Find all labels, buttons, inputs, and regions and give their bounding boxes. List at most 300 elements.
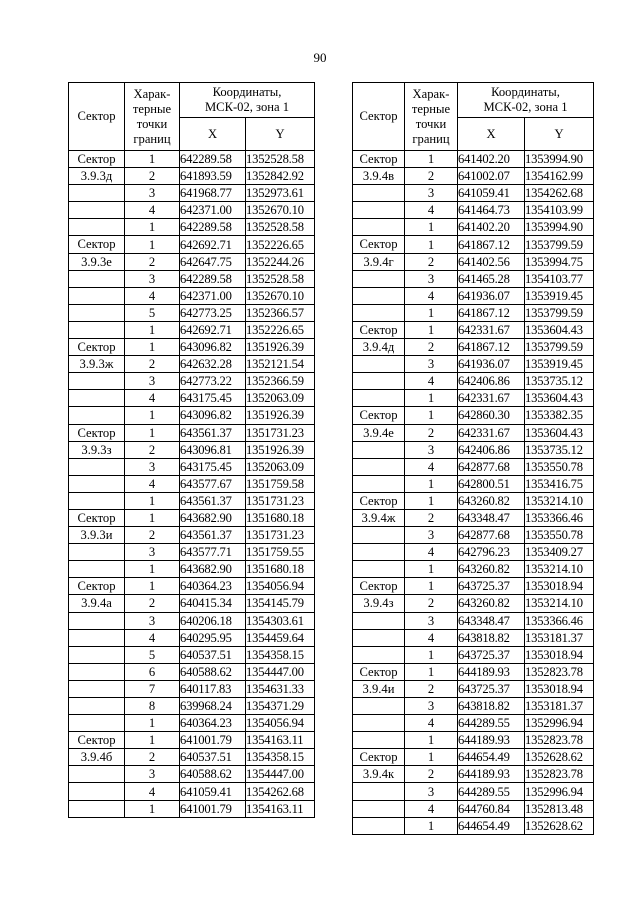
table-row bbox=[353, 578, 594, 595]
table-row bbox=[69, 407, 315, 424]
x-coordinate-cell: 642331.67 bbox=[458, 390, 525, 407]
point-number-cell: 1 bbox=[405, 817, 458, 834]
y-coordinate-cell: 1353382.35 bbox=[525, 407, 594, 424]
table-row bbox=[353, 646, 594, 663]
x-coordinate-cell: 643260.82 bbox=[458, 492, 525, 509]
sector-cell bbox=[69, 663, 125, 680]
sector-cell bbox=[353, 612, 405, 629]
y-coordinate-cell: 1352366.57 bbox=[246, 304, 315, 321]
sector-cell bbox=[69, 287, 125, 304]
y-coordinate-cell: 1352121.54 bbox=[246, 356, 315, 373]
sector-cell: 3.9.4г bbox=[353, 253, 405, 270]
x-coordinate-cell: 643561.37 bbox=[180, 424, 246, 441]
x-coordinate-cell: 644289.55 bbox=[458, 783, 525, 800]
point-number-cell: 1 bbox=[405, 578, 458, 595]
point-number-cell: 4 bbox=[125, 390, 180, 407]
x-coordinate-cell: 642877.68 bbox=[458, 458, 525, 475]
y-coordinate-cell: 1352226.65 bbox=[246, 236, 315, 253]
y-coordinate-cell: 1354056.94 bbox=[246, 578, 315, 595]
sector-cell: Сектор bbox=[69, 151, 125, 168]
sector-cell: 3.9.4е bbox=[353, 424, 405, 441]
table-row bbox=[69, 390, 315, 407]
point-number-cell: 3 bbox=[405, 612, 458, 629]
sector-cell bbox=[69, 304, 125, 321]
sector-cell bbox=[353, 527, 405, 544]
point-number-cell: 2 bbox=[405, 424, 458, 441]
sector-cell: 3.9.3и bbox=[69, 527, 125, 544]
sector-cell: Сектор bbox=[353, 492, 405, 509]
table-row bbox=[69, 424, 315, 441]
point-number-cell: 1 bbox=[125, 407, 180, 424]
point-number-cell: 4 bbox=[405, 373, 458, 390]
point-number-cell: 4 bbox=[125, 783, 180, 800]
point-number-cell: 8 bbox=[125, 698, 180, 715]
table-body-left bbox=[69, 151, 315, 818]
table-row bbox=[69, 356, 315, 373]
coordinates-header bbox=[180, 83, 315, 118]
x-coordinate-cell: 642331.67 bbox=[458, 321, 525, 338]
point-number-cell: 1 bbox=[405, 321, 458, 338]
table-row bbox=[353, 561, 594, 578]
points-header bbox=[405, 83, 458, 151]
sector-cell bbox=[353, 475, 405, 492]
sector-cell: Сектор bbox=[69, 509, 125, 526]
y-coordinate-cell: 1352823.78 bbox=[525, 732, 594, 749]
x-coordinate-cell: 641402.20 bbox=[458, 219, 525, 236]
point-number-cell: 4 bbox=[405, 287, 458, 304]
sector-cell bbox=[353, 715, 405, 732]
sector-cell bbox=[353, 629, 405, 646]
x-coordinate-cell: 642796.23 bbox=[458, 544, 525, 561]
table-row bbox=[353, 492, 594, 509]
sector-cell: Сектор bbox=[69, 578, 125, 595]
table-row bbox=[353, 509, 594, 526]
x-coordinate-cell: 643561.37 bbox=[180, 527, 246, 544]
x-coordinate-cell: 642331.67 bbox=[458, 424, 525, 441]
sector-cell bbox=[353, 373, 405, 390]
y-coordinate-cell: 1353735.12 bbox=[525, 441, 594, 458]
point-number-cell: 1 bbox=[125, 561, 180, 578]
points-header-line: точки bbox=[415, 116, 447, 131]
y-header: Y bbox=[525, 118, 594, 151]
y-coordinate-cell: 1353214.10 bbox=[525, 561, 594, 578]
sector-cell bbox=[353, 783, 405, 800]
y-coordinate-cell: 1354447.00 bbox=[246, 766, 315, 783]
y-coordinate-cell: 1354371.29 bbox=[246, 698, 315, 715]
points-header-line: границ bbox=[412, 131, 450, 146]
sector-cell bbox=[353, 646, 405, 663]
table-row bbox=[69, 253, 315, 270]
point-number-cell: 1 bbox=[405, 646, 458, 663]
table-row bbox=[69, 202, 315, 219]
x-header: X bbox=[180, 118, 246, 151]
table-row bbox=[353, 253, 594, 270]
point-number-cell: 1 bbox=[125, 800, 180, 817]
table-row bbox=[353, 766, 594, 783]
table-row bbox=[69, 527, 315, 544]
x-coordinate-cell: 643725.37 bbox=[458, 578, 525, 595]
table-row bbox=[353, 715, 594, 732]
y-coordinate-cell: 1352996.94 bbox=[525, 783, 594, 800]
sector-cell bbox=[353, 390, 405, 407]
sector-cell bbox=[69, 407, 125, 424]
coordinates-table-left bbox=[68, 82, 315, 818]
x-coordinate-cell: 641936.07 bbox=[458, 356, 525, 373]
table-row bbox=[353, 800, 594, 817]
sector-cell: Сектор bbox=[69, 424, 125, 441]
point-number-cell: 4 bbox=[405, 629, 458, 646]
x-coordinate-cell: 640588.62 bbox=[180, 766, 246, 783]
page-number: 90 bbox=[313, 50, 327, 65]
point-number-cell: 4 bbox=[405, 544, 458, 561]
sector-cell: 3.9.4в bbox=[353, 168, 405, 185]
x-coordinate-cell: 642800.51 bbox=[458, 475, 525, 492]
point-number-cell: 3 bbox=[405, 270, 458, 287]
x-coordinate-cell: 641867.12 bbox=[458, 339, 525, 356]
y-coordinate-cell: 1354262.68 bbox=[525, 185, 594, 202]
y-coordinate-cell: 1352528.58 bbox=[246, 219, 315, 236]
point-number-cell: 1 bbox=[125, 509, 180, 526]
y-coordinate-cell: 1354145.79 bbox=[246, 595, 315, 612]
point-number-cell: 4 bbox=[125, 287, 180, 304]
sector-cell: 3.9.3е bbox=[69, 253, 125, 270]
sector-cell: Сектор bbox=[69, 236, 125, 253]
point-number-cell: 1 bbox=[405, 663, 458, 680]
sector-header: Сектор bbox=[353, 83, 405, 151]
y-coordinate-cell: 1354163.11 bbox=[246, 800, 315, 817]
y-coordinate-cell: 1353214.10 bbox=[525, 595, 594, 612]
sector-cell bbox=[69, 612, 125, 629]
x-coordinate-cell: 641059.41 bbox=[180, 783, 246, 800]
y-coordinate-cell: 1354103.77 bbox=[525, 270, 594, 287]
x-coordinate-cell: 644189.93 bbox=[458, 732, 525, 749]
sector-cell bbox=[353, 561, 405, 578]
x-coordinate-cell: 643175.45 bbox=[180, 458, 246, 475]
table-row bbox=[353, 698, 594, 715]
y-coordinate-cell: 1353604.43 bbox=[525, 424, 594, 441]
sector-cell: Сектор bbox=[353, 151, 405, 168]
y-coordinate-cell: 1352823.78 bbox=[525, 766, 594, 783]
sector-cell bbox=[69, 458, 125, 475]
point-number-cell: 2 bbox=[125, 168, 180, 185]
x-coordinate-cell: 642647.75 bbox=[180, 253, 246, 270]
table-row bbox=[353, 339, 594, 356]
table-row bbox=[353, 663, 594, 680]
table-row bbox=[69, 475, 315, 492]
table-row bbox=[353, 287, 594, 304]
table-row bbox=[69, 544, 315, 561]
table-row bbox=[69, 287, 315, 304]
sector-cell bbox=[69, 475, 125, 492]
sector-cell: Сектор bbox=[353, 236, 405, 253]
point-number-cell: 2 bbox=[125, 253, 180, 270]
x-coordinate-cell: 643348.47 bbox=[458, 509, 525, 526]
table-row bbox=[69, 766, 315, 783]
y-coordinate-cell: 1352244.26 bbox=[246, 253, 315, 270]
table-row bbox=[353, 151, 594, 168]
y-coordinate-cell: 1352813.48 bbox=[525, 800, 594, 817]
x-coordinate-cell: 641001.79 bbox=[180, 732, 246, 749]
sector-cell: Сектор bbox=[353, 663, 405, 680]
y-coordinate-cell: 1351731.23 bbox=[246, 424, 315, 441]
point-number-cell: 2 bbox=[125, 356, 180, 373]
x-coordinate-cell: 641464.73 bbox=[458, 202, 525, 219]
point-number-cell: 1 bbox=[405, 219, 458, 236]
sector-cell bbox=[353, 817, 405, 834]
y-coordinate-cell: 1351680.18 bbox=[246, 509, 315, 526]
y-coordinate-cell: 1354631.33 bbox=[246, 680, 315, 697]
x-coordinate-cell: 641936.07 bbox=[458, 287, 525, 304]
sector-cell bbox=[69, 373, 125, 390]
y-coordinate-cell: 1354162.99 bbox=[525, 168, 594, 185]
sector-cell bbox=[69, 544, 125, 561]
point-number-cell: 2 bbox=[405, 168, 458, 185]
table-row bbox=[353, 817, 594, 834]
y-coordinate-cell: 1353799.59 bbox=[525, 304, 594, 321]
sector-cell: Сектор bbox=[69, 339, 125, 356]
y-coordinate-cell: 1353799.59 bbox=[525, 236, 594, 253]
y-coordinate-cell: 1353181.37 bbox=[525, 629, 594, 646]
table-row bbox=[69, 663, 315, 680]
table-row bbox=[69, 698, 315, 715]
sector-header: Сектор bbox=[69, 83, 125, 151]
y-coordinate-cell: 1354459.64 bbox=[246, 629, 315, 646]
x-coordinate-cell: 644760.84 bbox=[458, 800, 525, 817]
x-coordinate-cell: 640295.95 bbox=[180, 629, 246, 646]
x-coordinate-cell: 642773.22 bbox=[180, 373, 246, 390]
x-coordinate-cell: 643096.82 bbox=[180, 339, 246, 356]
x-coordinate-cell: 642289.58 bbox=[180, 151, 246, 168]
table-row bbox=[353, 458, 594, 475]
x-coordinate-cell: 640364.23 bbox=[180, 578, 246, 595]
points-header-line: терные bbox=[411, 101, 451, 116]
y-coordinate-cell: 1353550.78 bbox=[525, 527, 594, 544]
y-coordinate-cell: 1353416.75 bbox=[525, 475, 594, 492]
table-row bbox=[353, 527, 594, 544]
y-coordinate-cell: 1351731.23 bbox=[246, 492, 315, 509]
point-number-cell: 4 bbox=[125, 629, 180, 646]
sector-cell: 3.9.4ж bbox=[353, 509, 405, 526]
point-number-cell: 1 bbox=[125, 578, 180, 595]
y-coordinate-cell: 1352063.09 bbox=[246, 390, 315, 407]
y-coordinate-cell: 1354103.99 bbox=[525, 202, 594, 219]
sector-cell bbox=[353, 287, 405, 304]
y-coordinate-cell: 1354262.68 bbox=[246, 783, 315, 800]
table-row bbox=[69, 304, 315, 321]
x-coordinate-cell: 643682.90 bbox=[180, 509, 246, 526]
sector-cell bbox=[353, 544, 405, 561]
x-coordinate-cell: 642877.68 bbox=[458, 527, 525, 544]
point-number-cell: 2 bbox=[405, 595, 458, 612]
point-number-cell: 1 bbox=[405, 390, 458, 407]
y-coordinate-cell: 1353799.59 bbox=[525, 339, 594, 356]
table-body-right bbox=[353, 151, 594, 835]
table-row bbox=[353, 202, 594, 219]
y-coordinate-cell: 1354447.00 bbox=[246, 663, 315, 680]
y-coordinate-cell: 1352670.10 bbox=[246, 202, 315, 219]
point-number-cell: 3 bbox=[405, 441, 458, 458]
table-row bbox=[69, 749, 315, 766]
y-coordinate-cell: 1353994.75 bbox=[525, 253, 594, 270]
x-coordinate-cell: 641059.41 bbox=[458, 185, 525, 202]
sector-cell bbox=[353, 356, 405, 373]
y-coordinate-cell: 1351926.39 bbox=[246, 339, 315, 356]
x-coordinate-cell: 642773.25 bbox=[180, 304, 246, 321]
y-coordinate-cell: 1352996.94 bbox=[525, 715, 594, 732]
point-number-cell: 2 bbox=[125, 595, 180, 612]
x-coordinate-cell: 641893.59 bbox=[180, 168, 246, 185]
sector-cell bbox=[69, 698, 125, 715]
coordinates-header-line: МСК-02, зона 1 bbox=[483, 100, 568, 114]
sector-cell bbox=[353, 732, 405, 749]
sector-cell bbox=[353, 270, 405, 287]
y-coordinate-cell: 1353919.45 bbox=[525, 287, 594, 304]
table-row bbox=[69, 151, 315, 168]
point-number-cell: 3 bbox=[405, 185, 458, 202]
points-header-line: точки bbox=[136, 116, 168, 131]
sector-cell bbox=[69, 561, 125, 578]
table-row bbox=[353, 390, 594, 407]
sector-cell bbox=[353, 304, 405, 321]
point-number-cell: 1 bbox=[125, 339, 180, 356]
x-coordinate-cell: 641968.77 bbox=[180, 185, 246, 202]
sector-cell: 3.9.4к bbox=[353, 766, 405, 783]
x-coordinate-cell: 643096.82 bbox=[180, 407, 246, 424]
table-row bbox=[69, 236, 315, 253]
x-coordinate-cell: 642406.86 bbox=[458, 373, 525, 390]
table-row bbox=[353, 270, 594, 287]
sector-cell: 3.9.3д bbox=[69, 168, 125, 185]
sector-cell bbox=[353, 698, 405, 715]
sector-cell bbox=[69, 629, 125, 646]
x-coordinate-cell: 642371.00 bbox=[180, 287, 246, 304]
point-number-cell: 1 bbox=[405, 407, 458, 424]
y-coordinate-cell: 1354056.94 bbox=[246, 715, 315, 732]
point-number-cell: 2 bbox=[405, 766, 458, 783]
table-row bbox=[353, 595, 594, 612]
y-coordinate-cell: 1352063.09 bbox=[246, 458, 315, 475]
table-row bbox=[353, 304, 594, 321]
x-coordinate-cell: 642289.58 bbox=[180, 219, 246, 236]
sector-cell: Сектор bbox=[69, 732, 125, 749]
point-number-cell: 3 bbox=[405, 527, 458, 544]
sector-cell bbox=[353, 202, 405, 219]
sector-cell bbox=[69, 783, 125, 800]
point-number-cell: 3 bbox=[405, 783, 458, 800]
x-coordinate-cell: 641402.56 bbox=[458, 253, 525, 270]
table-row bbox=[353, 441, 594, 458]
table-row bbox=[69, 270, 315, 287]
y-coordinate-cell: 1353018.94 bbox=[525, 680, 594, 697]
points-header-line: терные bbox=[132, 101, 172, 116]
points-header bbox=[125, 83, 180, 151]
table-row bbox=[69, 715, 315, 732]
table-row bbox=[69, 680, 315, 697]
table-row bbox=[69, 561, 315, 578]
x-coordinate-cell: 643096.81 bbox=[180, 441, 246, 458]
table-row bbox=[69, 321, 315, 338]
coordinates-header-line: Координаты, bbox=[212, 85, 282, 99]
sector-cell bbox=[69, 270, 125, 287]
point-number-cell: 2 bbox=[405, 680, 458, 697]
table-row bbox=[353, 544, 594, 561]
y-coordinate-cell: 1353735.12 bbox=[525, 373, 594, 390]
y-coordinate-cell: 1354303.61 bbox=[246, 612, 315, 629]
sector-cell: 3.9.4д bbox=[353, 339, 405, 356]
table-row bbox=[353, 424, 594, 441]
coordinates-header-line: Координаты, bbox=[491, 85, 560, 99]
table-row bbox=[69, 595, 315, 612]
table-row bbox=[353, 475, 594, 492]
point-number-cell: 1 bbox=[405, 475, 458, 492]
sector-cell bbox=[69, 185, 125, 202]
point-number-cell: 4 bbox=[405, 800, 458, 817]
table-row bbox=[69, 458, 315, 475]
y-coordinate-cell: 1352670.10 bbox=[246, 287, 315, 304]
table-row bbox=[69, 373, 315, 390]
point-number-cell: 1 bbox=[125, 151, 180, 168]
x-coordinate-cell: 642692.71 bbox=[180, 321, 246, 338]
x-coordinate-cell: 640588.62 bbox=[180, 663, 246, 680]
table-row bbox=[69, 629, 315, 646]
point-number-cell: 2 bbox=[125, 441, 180, 458]
table-row bbox=[353, 168, 594, 185]
point-number-cell: 3 bbox=[405, 698, 458, 715]
y-coordinate-cell: 1354358.15 bbox=[246, 646, 315, 663]
x-coordinate-cell: 643818.82 bbox=[458, 629, 525, 646]
y-coordinate-cell: 1351680.18 bbox=[246, 561, 315, 578]
sector-cell: Сектор bbox=[353, 407, 405, 424]
table-row bbox=[353, 185, 594, 202]
y-coordinate-cell: 1353550.78 bbox=[525, 458, 594, 475]
y-coordinate-cell: 1352528.58 bbox=[246, 270, 315, 287]
x-coordinate-cell: 643561.37 bbox=[180, 492, 246, 509]
y-coordinate-cell: 1353018.94 bbox=[525, 578, 594, 595]
sector-cell bbox=[353, 800, 405, 817]
point-number-cell: 1 bbox=[405, 304, 458, 321]
table-row bbox=[69, 612, 315, 629]
sector-cell bbox=[69, 800, 125, 817]
y-coordinate-cell: 1351926.39 bbox=[246, 407, 315, 424]
x-coordinate-cell: 640537.51 bbox=[180, 646, 246, 663]
x-coordinate-cell: 644654.49 bbox=[458, 817, 525, 834]
x-coordinate-cell: 643348.47 bbox=[458, 612, 525, 629]
table-row bbox=[69, 441, 315, 458]
sector-cell bbox=[69, 219, 125, 236]
x-coordinate-cell: 642406.86 bbox=[458, 441, 525, 458]
y-coordinate-cell: 1354163.11 bbox=[246, 732, 315, 749]
x-coordinate-cell: 641465.28 bbox=[458, 270, 525, 287]
x-coordinate-cell: 644189.93 bbox=[458, 766, 525, 783]
x-coordinate-cell: 643577.67 bbox=[180, 475, 246, 492]
table-row bbox=[69, 783, 315, 800]
table-row bbox=[353, 680, 594, 697]
point-number-cell: 4 bbox=[125, 202, 180, 219]
point-number-cell: 1 bbox=[405, 492, 458, 509]
table-row bbox=[353, 407, 594, 424]
x-coordinate-cell: 643577.71 bbox=[180, 544, 246, 561]
table-row bbox=[69, 339, 315, 356]
y-coordinate-cell: 1352628.62 bbox=[525, 817, 594, 834]
table-row bbox=[353, 732, 594, 749]
coordinates-header-line: МСК-02, зона 1 bbox=[204, 100, 290, 114]
point-number-cell: 1 bbox=[125, 424, 180, 441]
x-coordinate-cell: 644189.93 bbox=[458, 663, 525, 680]
x-header: X bbox=[458, 118, 525, 151]
table-row bbox=[69, 185, 315, 202]
sector-cell: 3.9.4з bbox=[353, 595, 405, 612]
point-number-cell: 2 bbox=[405, 509, 458, 526]
